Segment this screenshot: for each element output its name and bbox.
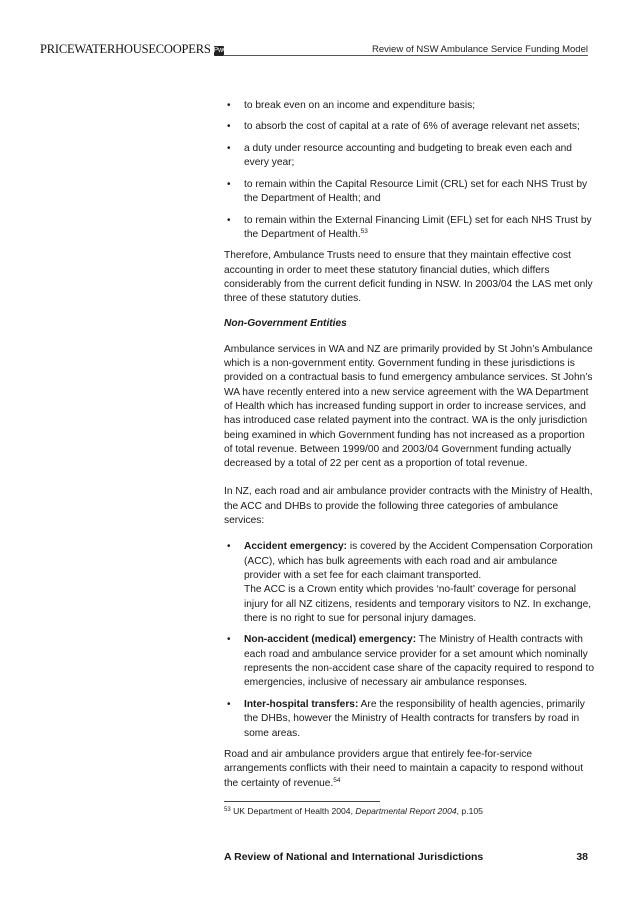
bullet-icon: •	[227, 214, 231, 226]
footnote-text-end: , p.105	[456, 806, 483, 816]
pwc-logo	[40, 42, 228, 57]
list-item-text: to remain within the External Financing Limit (EFL) set for each NHS Trust by the Department of Health.	[244, 214, 592, 240]
list-item-text: a duty under resource accounting and budgeting to break even each and every year;	[244, 142, 572, 169]
paragraph: In NZ, each road and air ambulance provider contracts with the Ministry of Health, the ACC and DHBs to provide the following three categories of ambulance services:	[224, 486, 593, 527]
category-label: Inter-hospital transfers:	[244, 698, 359, 710]
page-number: 38	[576, 851, 588, 863]
footnote-title: Departmental Report 2004	[355, 806, 457, 816]
list-item	[224, 214, 596, 243]
category-text: The Ministry of Health contracts with each road and ambulance service provider for a set amount which nominally represents the non-accident case share of the capacity required to respond to emergencies, inclusive of necessary air ambulance responses.	[244, 634, 594, 689]
header-rule	[224, 55, 588, 56]
bullet-icon: •	[227, 698, 231, 710]
paragraph	[224, 748, 596, 791]
footnote	[224, 806, 483, 816]
logo-text: PRICEWATERHOUSECOOPERS	[40, 42, 211, 56]
list-item-text: to absorb the cost of capital at a rate of 6% of average relevant net assets;	[244, 121, 580, 133]
paragraph: Therefore, Ambulance Trusts need to ensure that they maintain effective cost accounting in order to meet these statutory financial duties, which differs considerably from the current deficit funding in NSW. In 2003/04 the LAS met only three of these statutory duties.	[224, 250, 593, 305]
bullet-icon: •	[227, 541, 231, 553]
section-heading: Non-Government Entities	[224, 317, 347, 329]
list-item	[224, 633, 596, 690]
bullet-icon: •	[227, 121, 231, 133]
list-item-text: to break even on an income and expenditure basis;	[244, 100, 476, 111]
categories-list	[224, 540, 596, 740]
footnote-ref[interactable]: 53	[360, 227, 368, 235]
paragraph-text: Road and air ambulance providers argue that entirely fee-for-service arrangements conflicts with their need to maintain a capacity to respond without the certainty of revenue.	[224, 749, 584, 789]
list-item	[224, 698, 596, 741]
list-item	[224, 540, 596, 626]
page-content	[224, 99, 596, 801]
duties-list	[224, 99, 596, 242]
logo-mark-icon: PwC	[213, 47, 228, 54]
category-text-continued: The ACC is a Crown entity which provides ‘no-fault’ coverage for personal injury for all NZ citizens, residents and temporary visitors to NZ. In exchange, there is no right to sue for personal injury damages.	[244, 584, 592, 624]
bullet-icon: •	[227, 142, 231, 154]
document-title: Review of NSW Ambulance Service Funding Model	[372, 44, 588, 55]
bullet-icon: •	[227, 178, 231, 190]
footnote-number: 53	[224, 807, 231, 813]
list-item-text: to remain within the Capital Resource Limit (CRL) set for each NHS Trust by the Department of Health; and	[244, 178, 588, 205]
list-item	[224, 99, 596, 113]
list-item	[224, 120, 596, 134]
category-label: Accident emergency:	[244, 541, 348, 553]
bullet-icon: •	[227, 634, 231, 646]
footnote-ref[interactable]: 54	[333, 776, 341, 784]
paragraph: Ambulance services in WA and NZ are primarily provided by St John’s Ambulance which is a non-government entity. Government funding in these jurisdictions is provided on a contractual basis to fund emergency ambulance services. St John’s WA have recently entered into a new service agreement with the WA Department of Health which has increased funding support in order to increase services, and has introduced case related payment into the contract. WA is the only jurisdiction being examined in which Government funding has not increased as a proportion of total revenue. Between 1999/00 and 2003/04 Government funding actually decreased by a total of 22 per cent as a proportion of total revenue.	[224, 343, 593, 470]
footnote-text: UK Department of Health 2004,	[230, 806, 356, 816]
category-text: Are the responsibility of health agencies, primarily the DHBs, however the Ministry of Health contracts for transfers by road in some areas.	[244, 698, 585, 739]
bullet-icon: •	[227, 100, 231, 111]
footer-title: A Review of National and International Jurisdictions	[224, 851, 484, 863]
category-label: Non-accident (medical) emergency:	[244, 634, 417, 646]
footnote-rule	[224, 801, 380, 802]
category-text: is covered by the Accident Compensation Corporation (ACC), which has bulk agreements with each road and air ambulance provider with a set fee for each claimant transported.	[244, 541, 593, 581]
list-item	[224, 178, 596, 207]
list-item	[224, 142, 596, 171]
